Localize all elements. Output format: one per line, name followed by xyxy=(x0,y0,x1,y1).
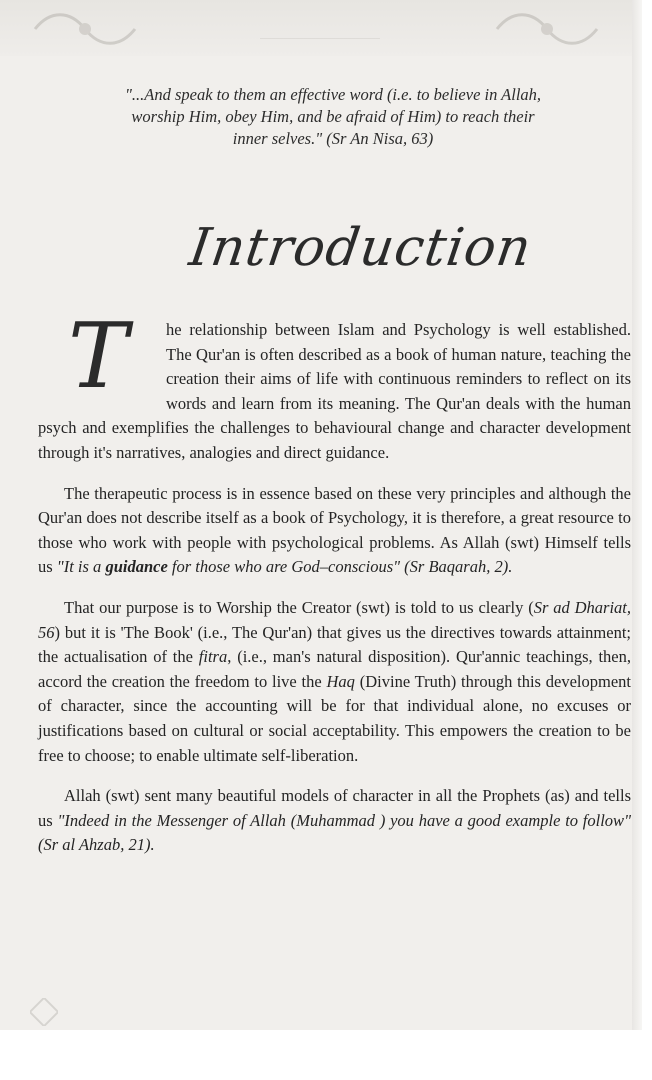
paragraph xyxy=(38,482,631,580)
quote-line: "...And speak to them an effective word (i.e. to believe in Allah, xyxy=(124,85,542,104)
paragraph-text: The therapeutic process is in essence based on these very principles and although the Qur'an does not describe itself as a book of Psychology, it is therefore, a great resource to those who work with people with psychological problems. As Allah (swt) Himself tells us xyxy=(38,483,631,577)
ornament-icon xyxy=(30,998,58,1026)
ornament-icon xyxy=(30,8,140,50)
running-header xyxy=(260,28,380,39)
page-header xyxy=(0,0,642,56)
term-fitra: fitra xyxy=(198,647,228,667)
paragraph xyxy=(38,596,631,768)
scripture-quote: "Indeed in the Messenger of Allah (Muhammad ) you have a good example to follow" xyxy=(57,810,631,830)
paragraph-text: , (i.e., man's natural disposition). Qur'annic teachings, then, accord the creation the freedom to live the xyxy=(38,647,631,691)
epigraph-quote xyxy=(58,84,608,150)
paragraph-text: Allah (swt) sent many beautiful models of character in all the Prophets (as) and tells us xyxy=(38,786,631,830)
chapter-title: Introduction xyxy=(185,218,536,278)
paragraph-text: (Divine Truth) through this development of character, since the accounting will be for that individual alone, no excuses or justifications based on cultural or social acceptability. This empowers the creation to be free to choose; to enable ultimate self-liberation. xyxy=(38,671,631,765)
quote-text: for those who are God–conscious" (Sr Baqarah, 2). xyxy=(167,557,513,577)
reference: Sr ad Dhariat, 56 xyxy=(38,597,631,642)
scripture-quote xyxy=(57,557,513,576)
paragraph-text: That our purpose is to Worship the Creator (swt) is told to us clearly ( xyxy=(64,597,534,617)
paragraph-text: he relationship between Islam and Psychology is well established. The Qur'an is often described as a book of human nature, teaching the creation their aims of life with continuous reminders to reflect on its words and learn from its meaning. The Qur'an deals with the human psych and exemplifies the challenges to behavioural change and character development through it's narratives, analogies and direct guidance. xyxy=(38,320,631,462)
ornament-icon xyxy=(492,8,602,50)
paragraph xyxy=(38,784,631,858)
quote-line: inner selves." (Sr An Nisa, 63) xyxy=(232,129,434,148)
quote-text: "It is a xyxy=(56,557,106,577)
paragraph xyxy=(38,304,631,466)
term-haq: Haq xyxy=(326,671,355,691)
quote-emphasis: guidance xyxy=(105,557,168,577)
paragraph-text: ) but it is 'The Book' (i.e., The Qur'an) that gives us the directives towards attainment; the actualisation of the xyxy=(38,622,631,667)
page-edge xyxy=(632,0,642,1030)
quote-line: worship Him, obey Him, and be afraid of Him) to reach their xyxy=(131,107,535,126)
reference: (Sr al Ahzab, 21). xyxy=(38,835,155,855)
chapter-body xyxy=(38,304,631,874)
drop-cap: T xyxy=(67,304,129,409)
